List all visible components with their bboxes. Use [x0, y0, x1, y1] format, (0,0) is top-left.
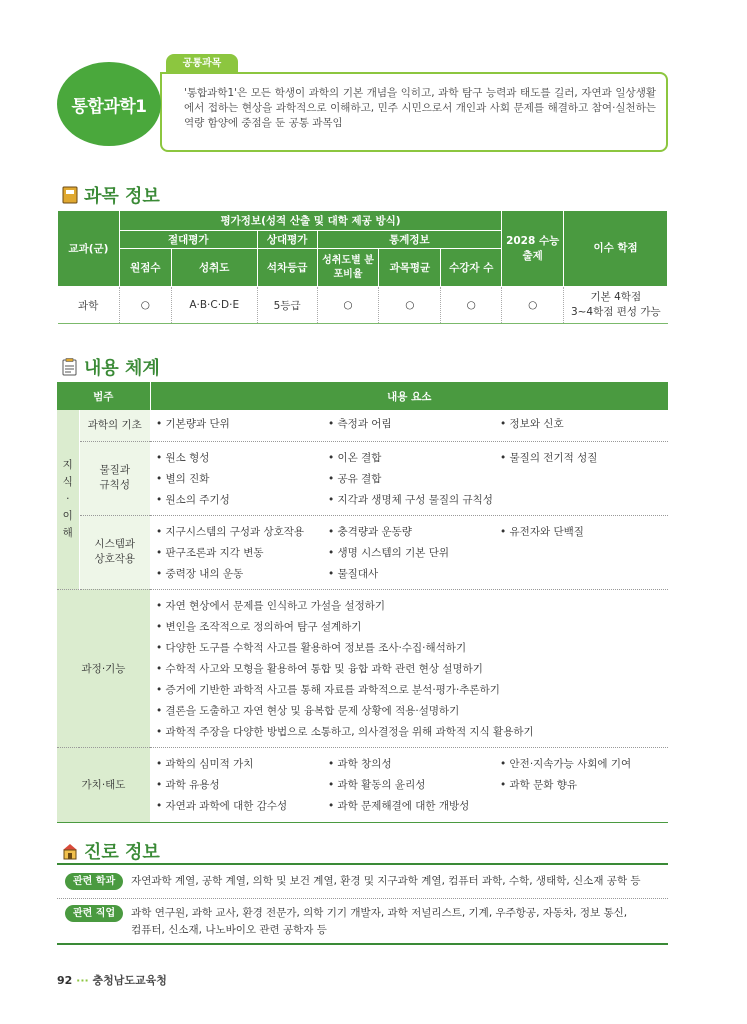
related-departments: 자연과학 계열, 공학 계열, 의학 및 보건 계열, 환경 및 지구과학 계열, 컴퓨터 과학, 수학, 생태학, 신소재 공학 등	[131, 875, 641, 887]
table-row	[58, 287, 668, 324]
career-info-title: 진로 정보	[84, 842, 160, 863]
cell-average: ○	[379, 287, 441, 324]
subcategory-science-basics: 과학의 기초	[79, 410, 150, 441]
subcategory-systems-interaction: 시스템과 상호작용	[79, 515, 150, 589]
clipboard-icon	[62, 358, 78, 376]
subcategory-matter-regularity: 물질과 규칙성	[79, 441, 150, 515]
school-icon	[62, 842, 78, 860]
career-info-heading	[62, 838, 160, 864]
content-cell: • 과학의 심미적 가치 • 과학 유용성 • 자연과 과학에 대한 감수성 • 과학 창의성 • 과학 활동의 윤리성 • 과학 문제해결에 대한 개방성 • 안전·지속가능 사회에 기여 • 과학 문화 향유	[150, 747, 668, 822]
col-2028-csat: 2028 수능 출제	[502, 211, 564, 287]
course-description: '통합과학1'은 모든 학생이 과학의 기본 개념을 익히고, 과학 탐구 능력과 태도를 길러, 자연과 일상생활에서 접하는 현상을 과학적으로 이해하고, 민주 시민으로서 개인과 사회 문제를 해결하고 참여·실천하는 역량 함양에 중점을 둔 공통 과목임	[184, 87, 656, 129]
cell-raw: ○	[119, 287, 171, 324]
cell-csat: ○	[502, 287, 564, 324]
table-row	[57, 441, 668, 515]
process-category: 과정·기능	[57, 589, 150, 747]
course-type-tab: 공통과목	[166, 54, 238, 74]
cell-rank: 5등급	[257, 287, 317, 324]
course-description-box	[160, 72, 668, 152]
cell-count: ○	[441, 287, 502, 324]
content-system-title: 내용 체계	[84, 358, 160, 379]
knowledge-category: 지 식 · 이 해	[57, 410, 79, 589]
page-number: 92	[57, 974, 73, 987]
col-eval-info: 평가정보(성적 산출 및 대학 제공 방식)	[119, 211, 501, 231]
col-distribution: 성취도별 분포비율	[317, 249, 379, 287]
col-rank-grade: 석차등급	[257, 249, 317, 287]
content-system-table	[57, 382, 668, 823]
footer-dots: ···	[76, 974, 89, 987]
related-departments-badge: 관련 학과	[65, 873, 123, 890]
col-course-average: 과목평균	[379, 249, 441, 287]
subject-badge: 통합과학1	[57, 62, 161, 146]
col-subject-group: 교과(군)	[58, 211, 120, 287]
cell-group: 과학	[58, 287, 120, 324]
values-category: 가치·태도	[57, 747, 150, 822]
content-cell: • 지구시스템의 구성과 상호작용 • 판구조론과 지각 변동 • 중력장 내의 운동 • 충격량과 운동량 • 생명 시스템의 기본 단위 • 물질대사 • 유전자와 단백질	[150, 515, 668, 589]
publisher: 충청남도교육청	[92, 974, 167, 987]
cell-credit: 기본 4학점 3~4학점 편성 가능	[564, 287, 668, 324]
course-info-title: 과목 정보	[84, 186, 160, 207]
table-row	[57, 747, 668, 822]
course-info-heading	[62, 182, 160, 208]
content-cell: • 원소 형성 • 별의 진화 • 원소의 주기성 • 이온 결합 • 공유 결합 • 지각과 생명체 구성 물질의 규칙성 • 물질의 전기적 성질	[150, 441, 668, 515]
col-raw-score: 원점수	[119, 249, 171, 287]
col-category: 범주	[57, 382, 150, 410]
related-departments-row	[57, 873, 668, 890]
page-footer	[57, 972, 167, 988]
table-row	[57, 515, 668, 589]
col-student-count: 수강자 수	[441, 249, 502, 287]
content-system-heading	[62, 354, 160, 380]
col-achievement: 성취도	[171, 249, 257, 287]
col-content-elements: 내용 요소	[150, 382, 668, 410]
course-info-table	[57, 210, 668, 324]
col-statistics: 통계정보	[317, 231, 502, 249]
cell-distribution: ○	[317, 287, 379, 324]
book-icon	[62, 186, 78, 204]
divider	[57, 898, 668, 899]
divider	[57, 943, 668, 945]
table-row	[57, 589, 668, 747]
content-cell: • 기본량과 단위 • 측정과 어림 • 정보와 신호	[150, 410, 668, 441]
content-cell: • 자연 현상에서 문제를 인식하고 가설을 설정하기 • 변인을 조작적으로 정의하여 탐구 설계하기 • 다양한 도구를 수학적 사고를 활용하여 정보를 조사·수집·해석하기 • 수학적 사고와 모형을 활용하여 통합 및 융합 과학 관련 현상 설명하기 • 증거에 기반한 과학적 사고를 통해 자료를 과학적으로 분석·평가·추론하기 • 결론을 도출하고 자연 현상 및 융복합 문제 상황에 적용·설명하기 • 과학적 주장을 다양한 방법으로 소통하고, 의사결정을 위해 과학적 지식 활용하기	[150, 589, 668, 747]
related-jobs-badge: 관련 직업	[65, 905, 123, 922]
cell-achievement: A·B·C·D·E	[171, 287, 257, 324]
table-row	[57, 410, 668, 441]
divider	[57, 863, 668, 865]
col-credit: 이수 학점	[564, 211, 668, 287]
col-absolute-eval: 절대평가	[119, 231, 257, 249]
related-jobs-row	[57, 905, 668, 939]
col-relative-eval: 상대평가	[257, 231, 317, 249]
related-jobs: 과학 연구원, 과학 교사, 환경 전문가, 의학 기기 개발자, 과학 저널리스트, 기계, 우주항공, 자동차, 정보 통신, 컴퓨터, 신소재, 나노바이오 관련 공학자 등	[131, 907, 628, 936]
